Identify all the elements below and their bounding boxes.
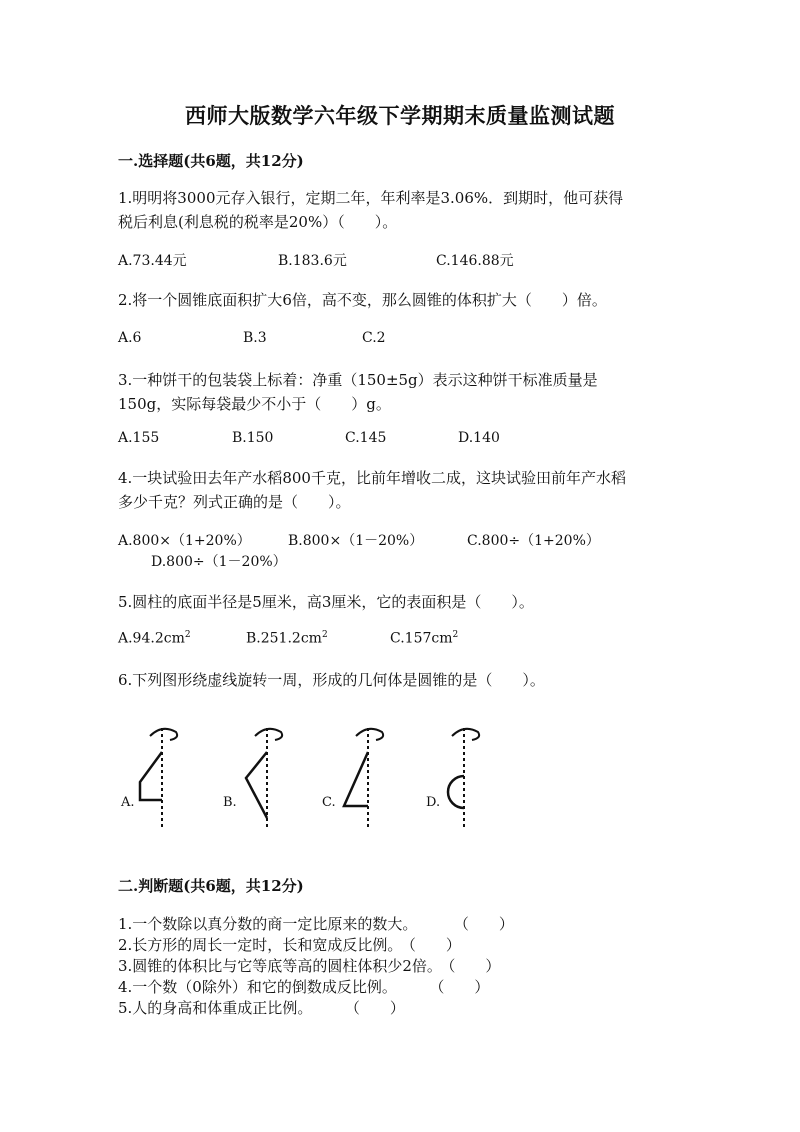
- q5-option-c-text: C.157cm: [390, 630, 453, 647]
- question-4-line-2: 多少千克？列式正确的是（ ）。: [118, 493, 351, 511]
- figure-label-c: C.: [322, 795, 336, 810]
- q3-option-b[interactable]: B.150: [232, 430, 274, 446]
- judgment-item-text: 1.一个数除以真分数的商一定比原来的数大。: [118, 915, 418, 933]
- figure-d[interactable]: [448, 728, 479, 828]
- figure-label-a: A.: [121, 795, 135, 810]
- q3-option-c[interactable]: C.145: [345, 430, 387, 446]
- q1-option-c[interactable]: C.146.88元: [436, 253, 514, 269]
- question-1-line-2: 税后利息(利息税的税率是20%）（ ）。: [118, 213, 398, 231]
- rotation-arrow-d: [452, 729, 479, 740]
- q2-option-b[interactable]: B.3: [243, 330, 267, 346]
- section-heading-judgment: 二.判断题(共6题，共12分): [118, 877, 304, 895]
- question-4-line-1: 4.一块试验田去年产水稻800千克，比前年增收二成，这块试验田前年产水稻: [118, 469, 626, 487]
- question-6-line-1: 6.下列图形绕虚线旋转一周，形成的几何体是圆锥的是（ ）。: [118, 671, 545, 689]
- q5-option-a[interactable]: [118, 630, 191, 647]
- rotation-figures: [110, 722, 510, 832]
- q2-option-a[interactable]: A.6: [118, 330, 142, 346]
- answer-paren[interactable]: （ ）: [436, 978, 490, 996]
- q4-option-a[interactable]: A.800×（1+20%）: [118, 533, 251, 549]
- answer-paren[interactable]: （ ）: [461, 915, 514, 933]
- q1-option-b[interactable]: B.183.6元: [278, 253, 347, 269]
- rotation-arrow-c: [356, 729, 383, 740]
- judgment-item-text: 3.圆锥的体积比与它等底等高的圆柱体积少2倍。: [118, 957, 442, 975]
- shape-b: [246, 752, 267, 818]
- question-3-line-1: 3.一种饼干的包装袋上标着：净重（150±5g）表示这种饼干标准质量是: [118, 371, 598, 389]
- superscript: 2: [321, 630, 328, 640]
- judgment-item-5: [118, 996, 405, 1020]
- q4-option-c[interactable]: C.800÷（1+20%）: [467, 533, 600, 549]
- judgment-item-text: 5.人的身高和体重成正比例。: [118, 999, 313, 1017]
- superscript: 2: [452, 630, 459, 640]
- q5-option-b[interactable]: [246, 630, 328, 647]
- figure-label-d: D.: [426, 795, 441, 810]
- rotation-arrow-b: [255, 729, 282, 740]
- answer-paren[interactable]: （ ）: [352, 999, 405, 1017]
- page-title: 西师大版数学六年级下学期期末质量监测试题: [185, 103, 615, 128]
- rotation-arrow-a: [150, 729, 177, 740]
- figure-label-b: B.: [223, 795, 237, 810]
- question-3-line-2: 150g，实际每袋最少不小于（ ）g。: [118, 395, 391, 413]
- q5-option-a-text: A.94.2cm: [118, 630, 185, 647]
- q1-option-a[interactable]: A.73.44元: [118, 253, 187, 269]
- q5-option-c[interactable]: [390, 630, 458, 647]
- figure-a[interactable]: [140, 728, 177, 828]
- question-2-line-1: 2.将一个圆锥底面积扩大6倍，高不变，那么圆锥的体积扩大（ ）倍。: [118, 291, 607, 309]
- q4-option-d[interactable]: D.800÷（1－20%）: [151, 554, 287, 570]
- answer-paren[interactable]: （ ）: [447, 957, 501, 975]
- question-5-line-1: 5.圆柱的底面半径是5厘米，高3厘米，它的表面积是（ ）。: [118, 593, 534, 611]
- superscript: 2: [184, 630, 191, 640]
- figure-b[interactable]: [246, 728, 282, 828]
- question-1-line-1: 1.明明将3000元存入银行，定期二年，年利率是3.06%．到期时，他可获得: [118, 189, 624, 207]
- q4-option-b[interactable]: B.800×（1－20%）: [288, 533, 424, 549]
- figure-c[interactable]: [344, 728, 383, 828]
- q5-option-b-text: B.251.2cm: [246, 630, 322, 647]
- shape-d: [448, 776, 464, 808]
- answer-paren[interactable]: （ ）: [408, 936, 461, 954]
- judgment-item-text: 2.长方形的周长一定时，长和宽成反比例。: [118, 936, 403, 954]
- section-heading-choice: 一.选择题(共6题，共12分): [118, 152, 304, 170]
- judgment-item-text: 4.一个数（0除外）和它的倒数成反比例。: [118, 978, 397, 996]
- q3-option-a[interactable]: A.155: [118, 430, 160, 446]
- q3-option-d[interactable]: D.140: [458, 430, 500, 446]
- shape-a: [140, 752, 162, 800]
- shape-c: [344, 752, 368, 806]
- q2-option-c[interactable]: C.2: [362, 330, 386, 346]
